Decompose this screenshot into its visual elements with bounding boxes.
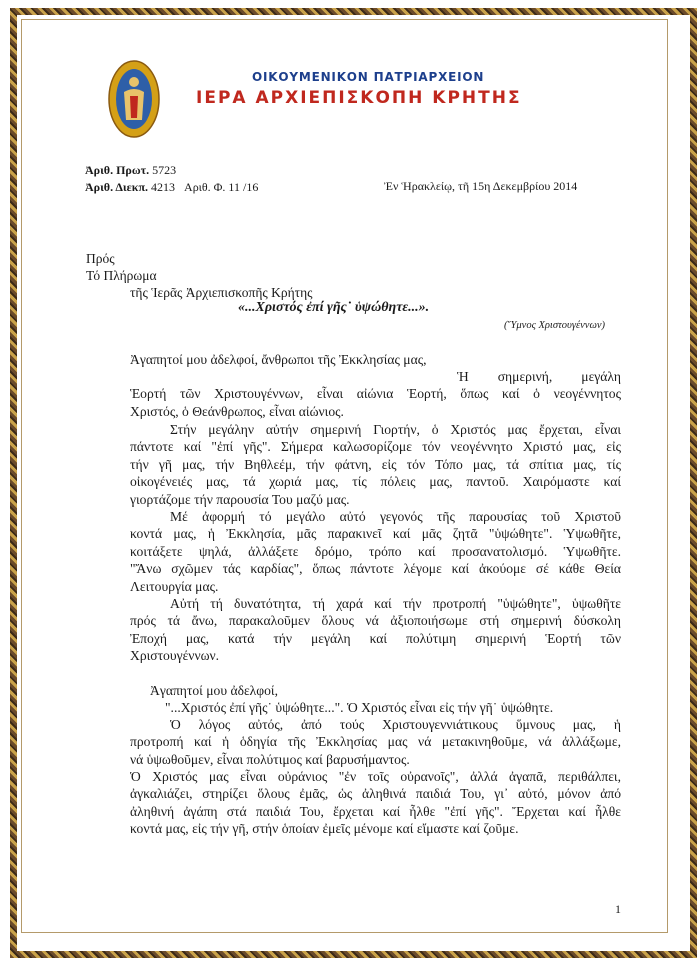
p3-line: Λειτουργία μας. bbox=[130, 578, 219, 594]
p1-line: Ἑορτή τῶν Χριστουγέννων, εἶναι αἰώνια Ἑορτή, ὅπως καί ὁ νεογέννητος bbox=[130, 386, 621, 402]
dispatch-number: 4213 bbox=[151, 180, 176, 194]
paragraph-4 bbox=[130, 595, 621, 665]
p3-line: Μέ ἀφορμή τό μεγάλο αὐτό γεγονός τῆς παρουσίας τοῦ Χριστοῦ bbox=[170, 509, 621, 524]
p2-line: οἰκογένειές μας, τά χωριά μας, τίς πόλεις μας, παντοῦ. Χαιρόμαστε καί bbox=[130, 474, 621, 490]
file-reference: Αριθ. Φ. 11 /16 bbox=[184, 180, 259, 194]
p2-line: γιορτάζομε τήν παρουσία Του μαζύ μας. bbox=[130, 491, 350, 507]
p7-line: Ὁ Χριστός μας εἶναι οὐράνιος "ἐν τοῖς οὐρανοῖς", ἀλλά ἀγαπᾶ, περιθάλπει, bbox=[130, 769, 621, 784]
epigraph-source: (Ὕμνος Χριστουγέννων) bbox=[504, 320, 606, 331]
recipient-to: Πρός bbox=[86, 251, 115, 266]
paragraph-5 bbox=[165, 699, 621, 716]
paragraph-3 bbox=[130, 508, 621, 595]
archdiocese-seal-icon bbox=[108, 60, 160, 138]
paragraph-7 bbox=[130, 768, 621, 838]
p3-line: "Ἄνω σχῶμεν τάς καρδίας", ὅπως πάντοτε λέγομε καί ἀκούομε σέ κάθε Θεία bbox=[130, 561, 621, 577]
paragraph-6 bbox=[130, 716, 621, 768]
recipient-line-2: τῆς Ἱερᾶς Ἀρχιεπισκοπῆς Κρήτης bbox=[130, 285, 313, 300]
p1-line: Χριστός, ὁ Θεάνθρωπος, εἶναι αἰώνιος. bbox=[130, 403, 344, 419]
p7-line: ἀγκαλιάζει, στηρίζει ὅλους ἐμᾶς, ὡς ἀληθινά παιδιά Του, γι᾽ αὐτό, μόνον ἀπό bbox=[130, 786, 621, 802]
paragraph-2 bbox=[130, 421, 621, 508]
protocol-number: 5723 bbox=[152, 163, 177, 177]
p4-line: πρός τά ἄνω, παρακαλοῦμεν ὅλους νά ἀξιοποιήσωμε στή σημερινή δύσκολη bbox=[130, 613, 621, 629]
p2-line: Στήν μεγάλην αὐτήν σημερινή Γιορτήν, ὁ Χριστός μας ἔρχεται, εἶναι bbox=[170, 422, 621, 437]
p4-line: Ἐποχή μας, κατά τήν μεγάλη καί πολύτιμη σημερινή Ἑορτή τῶν bbox=[130, 630, 621, 646]
p6-line: Ὁ λόγος αὐτός, ἀπό τούς Χριστουγεννιάτικους ὕμνους μας, ἡ bbox=[170, 717, 621, 732]
p3-line: κοιτάξετε ψηλά, ἀλλάξετε δρόμο, τρόπο καί προσανατολισμό. Ὑψωθῆτε. bbox=[130, 543, 621, 559]
page-number: 1 bbox=[615, 902, 621, 916]
protocol-label: Ἀριθ. Πρωτ. bbox=[85, 163, 150, 177]
patriarchate-heading: ΟΙΚΟΥΜΕΝΙΚΟΝ ΠΑΤΡΙΑΡΧΕΙΟΝ bbox=[252, 70, 485, 84]
reference-numbers bbox=[85, 162, 258, 196]
letter-date: Ἐν Ἡρακλείῳ, τῆ 15η Δεκεμβρίου 2014 bbox=[384, 179, 578, 193]
p4-line: Αὐτή τή δυνατότητα, τή χαρά καί τήν προτροπή "ὑψώθητε", ὑψωθῆτε bbox=[170, 596, 621, 611]
p2-line: τήν γῆ μας, τήν Βηθλεέμ, τήν φάτνη, εἰς τόν Τόπο μας, τά σπίτια μας, τίς bbox=[130, 456, 621, 472]
p6-line: νά ὑψωθοῦμεν, εἶναι πολύτιμος καί βαρυσήμαντος. bbox=[130, 751, 410, 767]
greeting-2-line: Ἀγαπητοί μου ἀδελφοί, bbox=[150, 683, 278, 698]
dispatch-label: Ἀριθ. Διεκπ. bbox=[85, 180, 149, 194]
paragraph-1 bbox=[130, 368, 621, 420]
epigraph-quote: «...Χριστός ἐπί γῆς˙ ὑψώθητε...». bbox=[238, 300, 430, 315]
archdiocese-heading: ΙΕΡΑ ΑΡΧΙΕΠΙΣΚΟΠΗ ΚΡΗΤΗΣ bbox=[196, 88, 522, 108]
p1-line: Ἡ σημερινή, μεγάλη bbox=[457, 369, 621, 384]
recipient-line-1: Τό Πλήρωμα bbox=[86, 268, 157, 283]
p2-line: πάντοτε καί "ἐπί γῆς". Σήμερα καλωσορίζομε τόν νεογέννητο Χριστό μας, εἰς bbox=[130, 439, 621, 455]
p7-line: κοντά μας, εἰς τήν γῆ, στήν ὁποίαν ἐμεῖς μένομε καί εἴμαστε καί ζοῦμε. bbox=[130, 821, 519, 837]
p5-line: "...Χριστός ἐπί γῆς˙ ὑψώθητε...". Ὁ Χριστός εἶναι εἰς τήν γῆ˙ ὑψώθητε. bbox=[165, 700, 554, 715]
p4-line: Χριστουγέννων. bbox=[130, 648, 220, 664]
p3-line: κοντά μας, ἡ Ἐκκλησία, μᾶς παρακινεῖ καί μᾶς ζητᾶ "ὑψώθητε". Ὑψωθῆτε, bbox=[130, 526, 621, 542]
p7-line: ἀληθινή ἀγάπη στά παιδιά Του, ἔρχεται καί ἦλθε "ἐπί γῆς". Ἔρχεται καί ἦλθε bbox=[130, 803, 621, 819]
greeting bbox=[130, 351, 621, 368]
greeting-line: Ἀγαπητοί μου ἀδελφοί, ἄνθρωποι τῆς Ἐκκλησίας μας, bbox=[130, 352, 427, 367]
p6-line: προτροπή καί ἡ ὁδηγία τῆς Ἐκκλησίας μας νά μετακινηθοῦμε, νά ἀλλάξωμε, bbox=[130, 734, 621, 750]
greeting-2 bbox=[150, 682, 641, 699]
